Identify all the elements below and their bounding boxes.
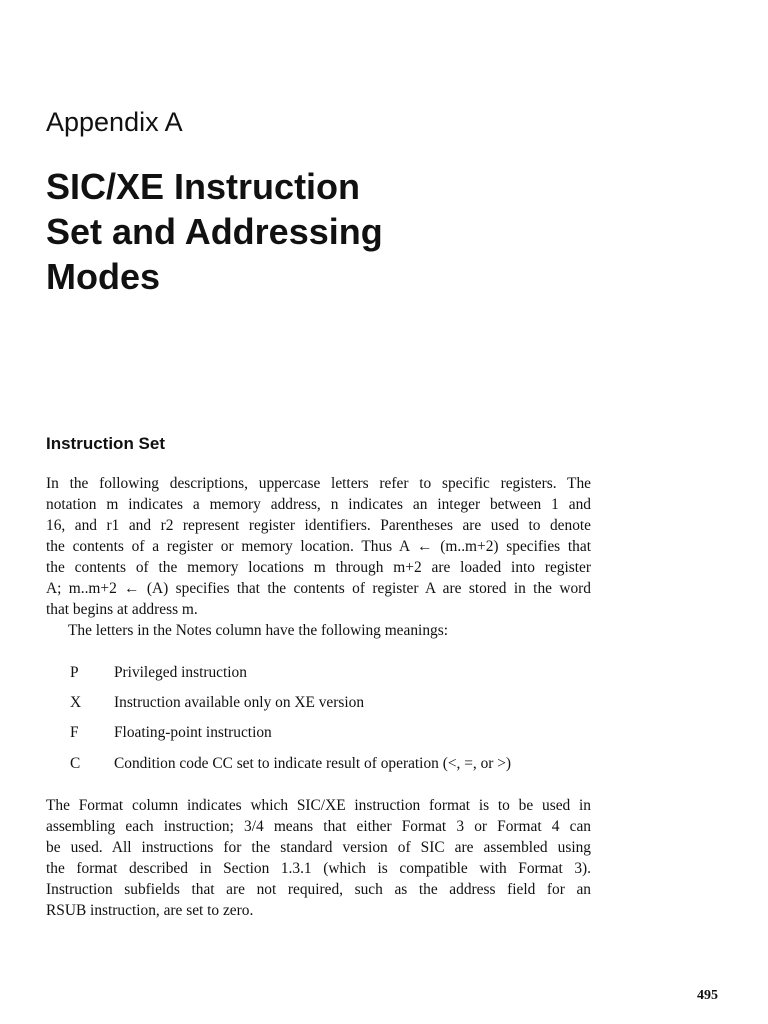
note-item: [0, 691, 768, 715]
appendix-label: Appendix A: [46, 107, 183, 137]
page-number: 495: [697, 988, 718, 1003]
note-meaning: Condition code CC set to indicate result of operation (<, =, or >): [114, 755, 512, 772]
note-item: [0, 661, 768, 685]
intro-line-3: 16, and r1 and r2 represent register identifiers. Parentheses are used to denote: [46, 517, 591, 534]
page-title: [46, 164, 383, 299]
section-heading: Instruction Set: [46, 434, 166, 453]
notes-intro: The letters in the Notes column have the following meanings:: [68, 622, 448, 639]
note-meaning: Floating-point instruction: [114, 724, 272, 741]
title-line-1: SIC/XE Instruction: [46, 166, 361, 207]
intro-line-1: In the following descriptions, uppercase letters refer to specific registers. The: [46, 475, 591, 492]
title-line-3: Modes: [46, 256, 161, 297]
format-line-2: assembling each instruction; 3/4 means that either Format 3 or Format 4 can: [46, 818, 591, 835]
format-line-4: the format described in Section 1.3.1 (which is compatible with Format 3).: [46, 860, 591, 877]
note-meaning: Privileged instruction: [114, 664, 247, 681]
note-meaning: Instruction available only on XE version: [114, 694, 365, 711]
intro-line-5: the contents of the memory locations m through m+2 are loaded into register: [46, 559, 591, 576]
note-letter: P: [70, 664, 79, 681]
note-letter: F: [70, 724, 79, 741]
intro-line-6: A; m..m+2 ← (A) specifies that the contents of register A are stored in the word: [46, 580, 591, 597]
note-letter: X: [70, 694, 82, 711]
title-line-2: Set and Addressing: [46, 211, 383, 252]
format-line-5: Instruction subfields that are not required, such as the address field for an: [46, 881, 591, 898]
note-letter: C: [70, 755, 81, 772]
format-line-6: RSUB instruction, are set to zero.: [46, 902, 254, 919]
format-line-1: The Format column indicates which SIC/XE instruction format is to be used in: [46, 797, 591, 814]
intro-line-4: the contents of a register or memory location. Thus A ← (m..m+2) specifies that: [46, 538, 591, 555]
format-line-3: be used. All instructions for the standard version of SIC are assembled using: [46, 839, 591, 856]
format-paragraph: [46, 795, 591, 921]
intro-line-7: that begins at address m.: [46, 601, 198, 618]
intro-paragraph: [46, 473, 591, 620]
intro-line-2: notation m indicates a memory address, n indicates an integer between 1 and: [46, 496, 591, 513]
note-item: [0, 721, 768, 745]
note-item: [0, 752, 768, 776]
